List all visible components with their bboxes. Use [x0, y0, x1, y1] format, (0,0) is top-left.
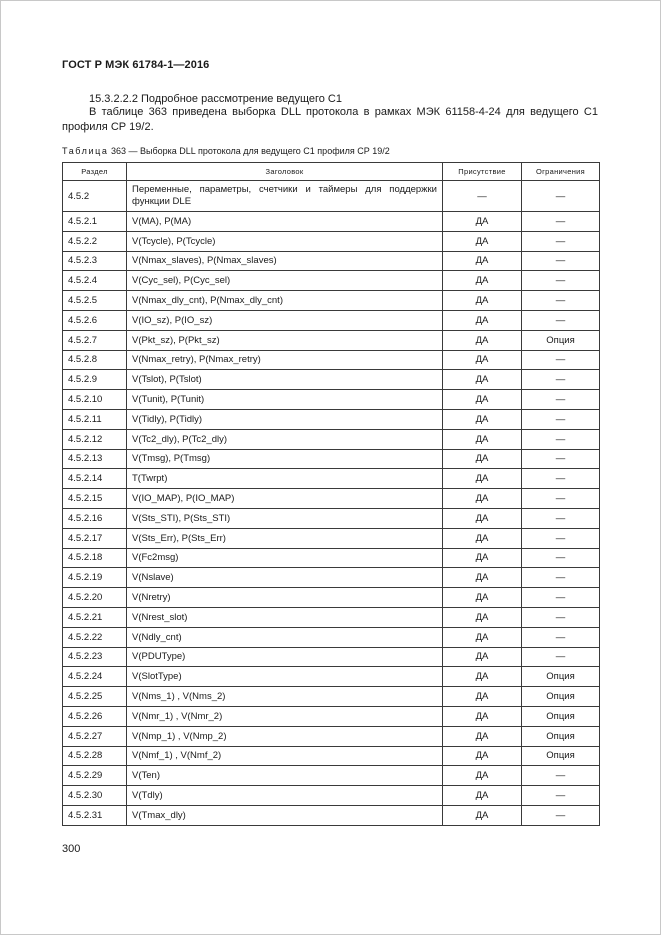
table-row: [63, 726, 600, 746]
cell-title: V(Sts_Err), P(Sts_Err): [127, 528, 443, 548]
cell-section: 4.5.2.5: [63, 291, 127, 311]
cell-title: V(Nmp_1) , V(Nmp_2): [127, 726, 443, 746]
cell-limit: Опция: [522, 330, 600, 350]
cell-section: 4.5.2.23: [63, 647, 127, 667]
cell-title: V(Nms_1) , V(Nms_2): [127, 687, 443, 707]
column-header-limit: Ограничения: [522, 163, 600, 181]
cell-section: 4.5.2.10: [63, 390, 127, 410]
cell-limit: —: [522, 251, 600, 271]
cell-section: 4.5.2.27: [63, 726, 127, 746]
cell-presence: ДА: [443, 310, 522, 330]
cell-title: V(Ndly_cnt): [127, 627, 443, 647]
table-body: [63, 181, 600, 826]
cell-presence: ДА: [443, 291, 522, 311]
cell-presence: ДА: [443, 667, 522, 687]
cell-limit: —: [522, 508, 600, 528]
cell-section: 4.5.2.12: [63, 429, 127, 449]
table-row: [63, 409, 600, 429]
cell-title: V(Pkt_sz), P(Pkt_sz): [127, 330, 443, 350]
cell-presence: ДА: [443, 231, 522, 251]
table-caption: [62, 146, 390, 156]
column-header-title: Заголовок: [127, 163, 443, 181]
table-row: [63, 231, 600, 251]
cell-presence: ДА: [443, 607, 522, 627]
table-row: [63, 568, 600, 588]
cell-presence: ДА: [443, 489, 522, 509]
table-row: [63, 212, 600, 232]
cell-title: V(Tcycle), P(Tcycle): [127, 231, 443, 251]
column-header-section: Раздел: [63, 163, 127, 181]
cell-section: 4.5.2.16: [63, 508, 127, 528]
cell-limit: —: [522, 231, 600, 251]
cell-presence: ДА: [443, 350, 522, 370]
cell-title: V(Nrest_slot): [127, 607, 443, 627]
cell-title: V(Nretry): [127, 588, 443, 608]
cell-limit: —: [522, 291, 600, 311]
cell-section: 4.5.2.1: [63, 212, 127, 232]
cell-presence: ДА: [443, 508, 522, 528]
cell-section: 4.5.2.11: [63, 409, 127, 429]
cell-presence: ДА: [443, 390, 522, 410]
cell-limit: —: [522, 271, 600, 291]
cell-limit: —: [522, 568, 600, 588]
cell-title: V(Tmsg), P(Tmsg): [127, 449, 443, 469]
cell-presence: ДА: [443, 687, 522, 707]
cell-limit: —: [522, 489, 600, 509]
cell-section: 4.5.2.26: [63, 706, 127, 726]
cell-limit: —: [522, 370, 600, 390]
table-row: [63, 251, 600, 271]
table-row: [63, 330, 600, 350]
cell-limit: —: [522, 528, 600, 548]
cell-title: V(Ten): [127, 766, 443, 786]
cell-title: V(IO_MAP), P(IO_MAP): [127, 489, 443, 509]
cell-presence: ДА: [443, 726, 522, 746]
table-row: [63, 310, 600, 330]
table-row: [63, 805, 600, 825]
cell-section: 4.5.2.30: [63, 786, 127, 806]
cell-section: 4.5.2.15: [63, 489, 127, 509]
cell-section: 4.5.2.17: [63, 528, 127, 548]
table-row: [63, 350, 600, 370]
page-number: 300: [62, 843, 81, 855]
cell-presence: ДА: [443, 706, 522, 726]
cell-title: V(Tunit), P(Tunit): [127, 390, 443, 410]
cell-limit: —: [522, 786, 600, 806]
section-title: 15.3.2.2.2 Подробное рассмотрение ведущего С1: [89, 93, 342, 105]
cell-limit: Опция: [522, 746, 600, 766]
cell-title: V(IO_sz), P(IO_sz): [127, 310, 443, 330]
cell-section: 4.5.2.7: [63, 330, 127, 350]
table-row: [63, 766, 600, 786]
table-row: [63, 489, 600, 509]
cell-section: 4.5.2.14: [63, 469, 127, 489]
cell-section: 4.5.2.13: [63, 449, 127, 469]
cell-limit: —: [522, 429, 600, 449]
cell-limit: —: [522, 449, 600, 469]
cell-section: 4.5.2.21: [63, 607, 127, 627]
cell-presence: ДА: [443, 469, 522, 489]
table-row: [63, 607, 600, 627]
cell-limit: —: [522, 390, 600, 410]
cell-presence: ДА: [443, 271, 522, 291]
table-row: [63, 627, 600, 647]
cell-title: V(MA), P(MA): [127, 212, 443, 232]
cell-limit: Опция: [522, 667, 600, 687]
table-row: [63, 271, 600, 291]
cell-presence: ДА: [443, 330, 522, 350]
cell-title: V(Sts_STI), P(Sts_STI): [127, 508, 443, 528]
cell-section: 4.5.2.4: [63, 271, 127, 291]
cell-title: V(SlotType): [127, 667, 443, 687]
cell-presence: ДА: [443, 370, 522, 390]
cell-limit: —: [522, 212, 600, 232]
table-caption-label: Таблица: [62, 146, 109, 156]
cell-presence: ДА: [443, 409, 522, 429]
table-row: [63, 706, 600, 726]
cell-presence: ДА: [443, 429, 522, 449]
cell-section: 4.5.2.31: [63, 805, 127, 825]
cell-limit: —: [522, 805, 600, 825]
cell-limit: Опция: [522, 687, 600, 707]
cell-section: 4.5.2.28: [63, 746, 127, 766]
cell-title: T(Twrpt): [127, 469, 443, 489]
table-row: [63, 508, 600, 528]
table-row: [63, 548, 600, 568]
cell-limit: —: [522, 607, 600, 627]
cell-limit: —: [522, 409, 600, 429]
protocol-table: [62, 162, 600, 826]
cell-presence: ДА: [443, 251, 522, 271]
cell-title: V(Fc2msg): [127, 548, 443, 568]
table-row: [63, 647, 600, 667]
cell-presence: ДА: [443, 449, 522, 469]
cell-title: V(Tdly): [127, 786, 443, 806]
cell-title: V(Tc2_dly), P(Tc2_dly): [127, 429, 443, 449]
cell-title: V(Cyc_sel), P(Cyc_sel): [127, 271, 443, 291]
table-row: [63, 746, 600, 766]
cell-title: V(Tidly), P(Tidly): [127, 409, 443, 429]
cell-limit: —: [522, 181, 600, 212]
table-row: [63, 786, 600, 806]
cell-presence: ДА: [443, 647, 522, 667]
cell-title: V(Nmax_retry), P(Nmax_retry): [127, 350, 443, 370]
column-header-presence: Присутствие: [443, 163, 522, 181]
table-row: [63, 528, 600, 548]
cell-limit: —: [522, 588, 600, 608]
cell-title: V(Tslot), P(Tslot): [127, 370, 443, 390]
cell-presence: ДА: [443, 627, 522, 647]
table-row: [63, 370, 600, 390]
cell-section: 4.5.2.2: [63, 231, 127, 251]
cell-limit: —: [522, 627, 600, 647]
cell-title: V(Nmax_slaves), P(Nmax_slaves): [127, 251, 443, 271]
cell-title: V(PDUType): [127, 647, 443, 667]
cell-limit: —: [522, 647, 600, 667]
cell-presence: ДА: [443, 805, 522, 825]
cell-limit: Опция: [522, 726, 600, 746]
cell-limit: —: [522, 350, 600, 370]
table-row: [63, 429, 600, 449]
table-caption-text: 363 — Выборка DLL протокола для ведущего С1 профиля СР 19/2: [108, 146, 390, 156]
cell-section: 4.5.2.25: [63, 687, 127, 707]
table-row: [63, 588, 600, 608]
table-header-row: [63, 163, 600, 181]
cell-presence: ДА: [443, 746, 522, 766]
document-header: ГОСТ Р МЭК 61784-1—2016: [62, 59, 210, 71]
cell-title: V(Nmr_1) , V(Nmr_2): [127, 706, 443, 726]
cell-title: V(Nslave): [127, 568, 443, 588]
cell-limit: —: [522, 766, 600, 786]
cell-limit: —: [522, 310, 600, 330]
intro-paragraph: В таблице 363 приведена выборка DLL протокола в рамках МЭК 61158-4-24 для ведущего С1 профиля СР 19/2.: [62, 106, 598, 133]
table-row: [63, 181, 600, 212]
cell-section: 4.5.2.19: [63, 568, 127, 588]
table-row: [63, 687, 600, 707]
table-row: [63, 390, 600, 410]
cell-section: 4.5.2.9: [63, 370, 127, 390]
cell-presence: ДА: [443, 568, 522, 588]
cell-title: V(Tmax_dly): [127, 805, 443, 825]
table-row: [63, 469, 600, 489]
cell-section: 4.5.2.8: [63, 350, 127, 370]
cell-limit: —: [522, 469, 600, 489]
cell-presence: ДА: [443, 548, 522, 568]
cell-section: 4.5.2.3: [63, 251, 127, 271]
table-row: [63, 449, 600, 469]
cell-limit: —: [522, 548, 600, 568]
cell-section: 4.5.2.29: [63, 766, 127, 786]
cell-presence: ДА: [443, 528, 522, 548]
cell-title: V(Nmf_1) , V(Nmf_2): [127, 746, 443, 766]
cell-section: 4.5.2.22: [63, 627, 127, 647]
cell-title: V(Nmax_dly_cnt), P(Nmax_dly_cnt): [127, 291, 443, 311]
cell-section: 4.5.2.6: [63, 310, 127, 330]
cell-presence: ДА: [443, 212, 522, 232]
cell-section: 4.5.2.24: [63, 667, 127, 687]
cell-section: 4.5.2.20: [63, 588, 127, 608]
cell-presence: ДА: [443, 786, 522, 806]
cell-section: 4.5.2.18: [63, 548, 127, 568]
cell-section: 4.5.2: [63, 181, 127, 212]
table-row: [63, 291, 600, 311]
cell-presence: ДА: [443, 766, 522, 786]
cell-presence: —: [443, 181, 522, 212]
table-row: [63, 667, 600, 687]
cell-title: Переменные, параметры, счетчики и таймеры для поддержки функции DLE: [127, 181, 443, 212]
cell-limit: Опция: [522, 706, 600, 726]
cell-presence: ДА: [443, 588, 522, 608]
